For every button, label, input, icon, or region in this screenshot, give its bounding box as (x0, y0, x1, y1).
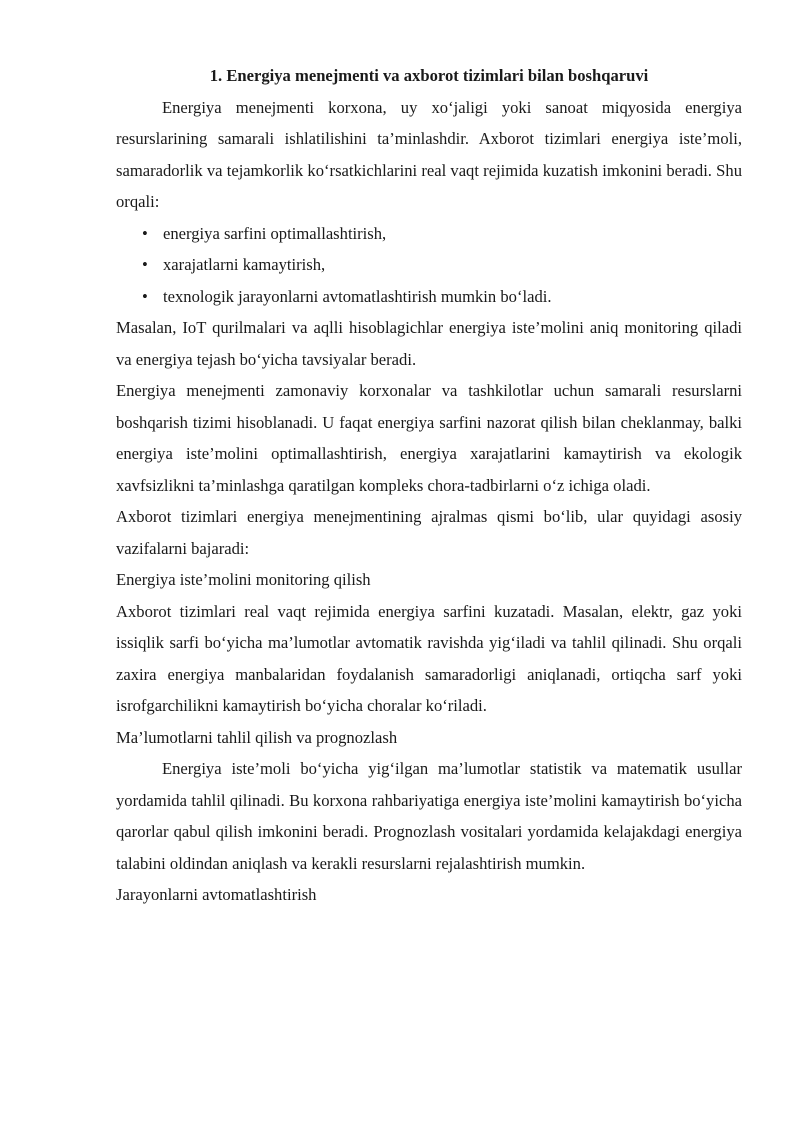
document-page (116, 60, 742, 911)
monitoring-heading: Energiya iste’molini monitoring qilish (116, 570, 371, 589)
bullet-icon: • (142, 286, 148, 306)
monitoring-paragraph: Axborot tizimlari real vaqt rejimida energiya sarfini kuzatadi. Masalan, elektr, gaz yoki issiqlik sarfi bo‘yicha ma’lumotlar avtomatik ravishda yig‘iladi va tahlil qilinadi. Shu orqali zaxira energiya manbalaridan foydalanish samaradorligi aniqlanadi, ortiqcha sarf yoki isrofgarchilikni kamaytirish bo‘yicha choralar ko‘riladi. (116, 601, 742, 715)
list-item-text: xarajatlarni kamaytirish, (163, 255, 326, 274)
bullet-icon: • (142, 255, 148, 274)
analysis-paragraph: Energiya iste’moli bo‘yicha yig‘ilgan ma’lumotlar statistik va matematik usullar yordamida tahlil qilinadi. Bu korxona rahbariyatiga energiya iste’molini kamaytirish bo‘yicha qarorlar qabul qilish imkonini beradi. Prognozlash vositalari yordamida kelajakdagi energiya talabini oldindan aniqlash va kerakli resurslarni rejalashtirish mumkin. (116, 759, 742, 873)
example-paragraph: Masalan, IoT qurilmalari va aqlli hisoblagichlar energiya iste’molini aniq monitoring qiladi va energiya tejash bo‘yicha tavsiyalar beradi. (116, 318, 742, 369)
list-item-text: texnologik jarayonlarni avtomatlashtirish mumkin bo‘ladi. (163, 286, 552, 306)
intro-paragraph: Energiya menejmenti korxona, uy xo‘jaligi yoki sanoat miqyosida energiya resurslarining samarali ishlatilishini ta’minlashdir. Axborot tizimlari energiya iste’moli, samaradorlik va tejamkorlik ko‘rsatkichlarini real vaqt rejimida kuzatish imkonini beradi. Shu orqali: (116, 97, 742, 211)
list-item (116, 249, 742, 281)
section-title: 1. Energiya menejmenti va axborot tizimlari bilan boshqaruvi (209, 66, 649, 85)
benefits-list (116, 218, 742, 313)
bullet-icon: • (142, 223, 148, 243)
list-item-text: energiya sarfini optimallashtirish, (163, 223, 387, 243)
automation-heading: Jarayonlarni avtomatlashtirish (116, 885, 317, 904)
list-item (116, 281, 742, 313)
analysis-heading: Ma’lumotlarni tahlil qilish va prognozlash (116, 727, 398, 747)
infosystems-paragraph: Axborot tizimlari energiya menejmentining ajralmas qismi bo‘lib, ular quyidagi asosiy vazifalarni bajaradi: (116, 507, 742, 558)
management-paragraph: Energiya menejmenti zamonaviy korxonalar va tashkilotlar uchun samarali resurslarni boshqarish tizimi hisoblanadi. U faqat energiya sarfini nazorat qilish bilan cheklanmay, balki energiya iste’molini optimallashtirish, energiya xarajatlarini kamaytirish va ekologik xavfsizlikni ta’minlashga qaratilgan kompleks chora-tadbirlarni o‘z ichiga oladi. (116, 381, 742, 495)
list-item (116, 218, 742, 250)
